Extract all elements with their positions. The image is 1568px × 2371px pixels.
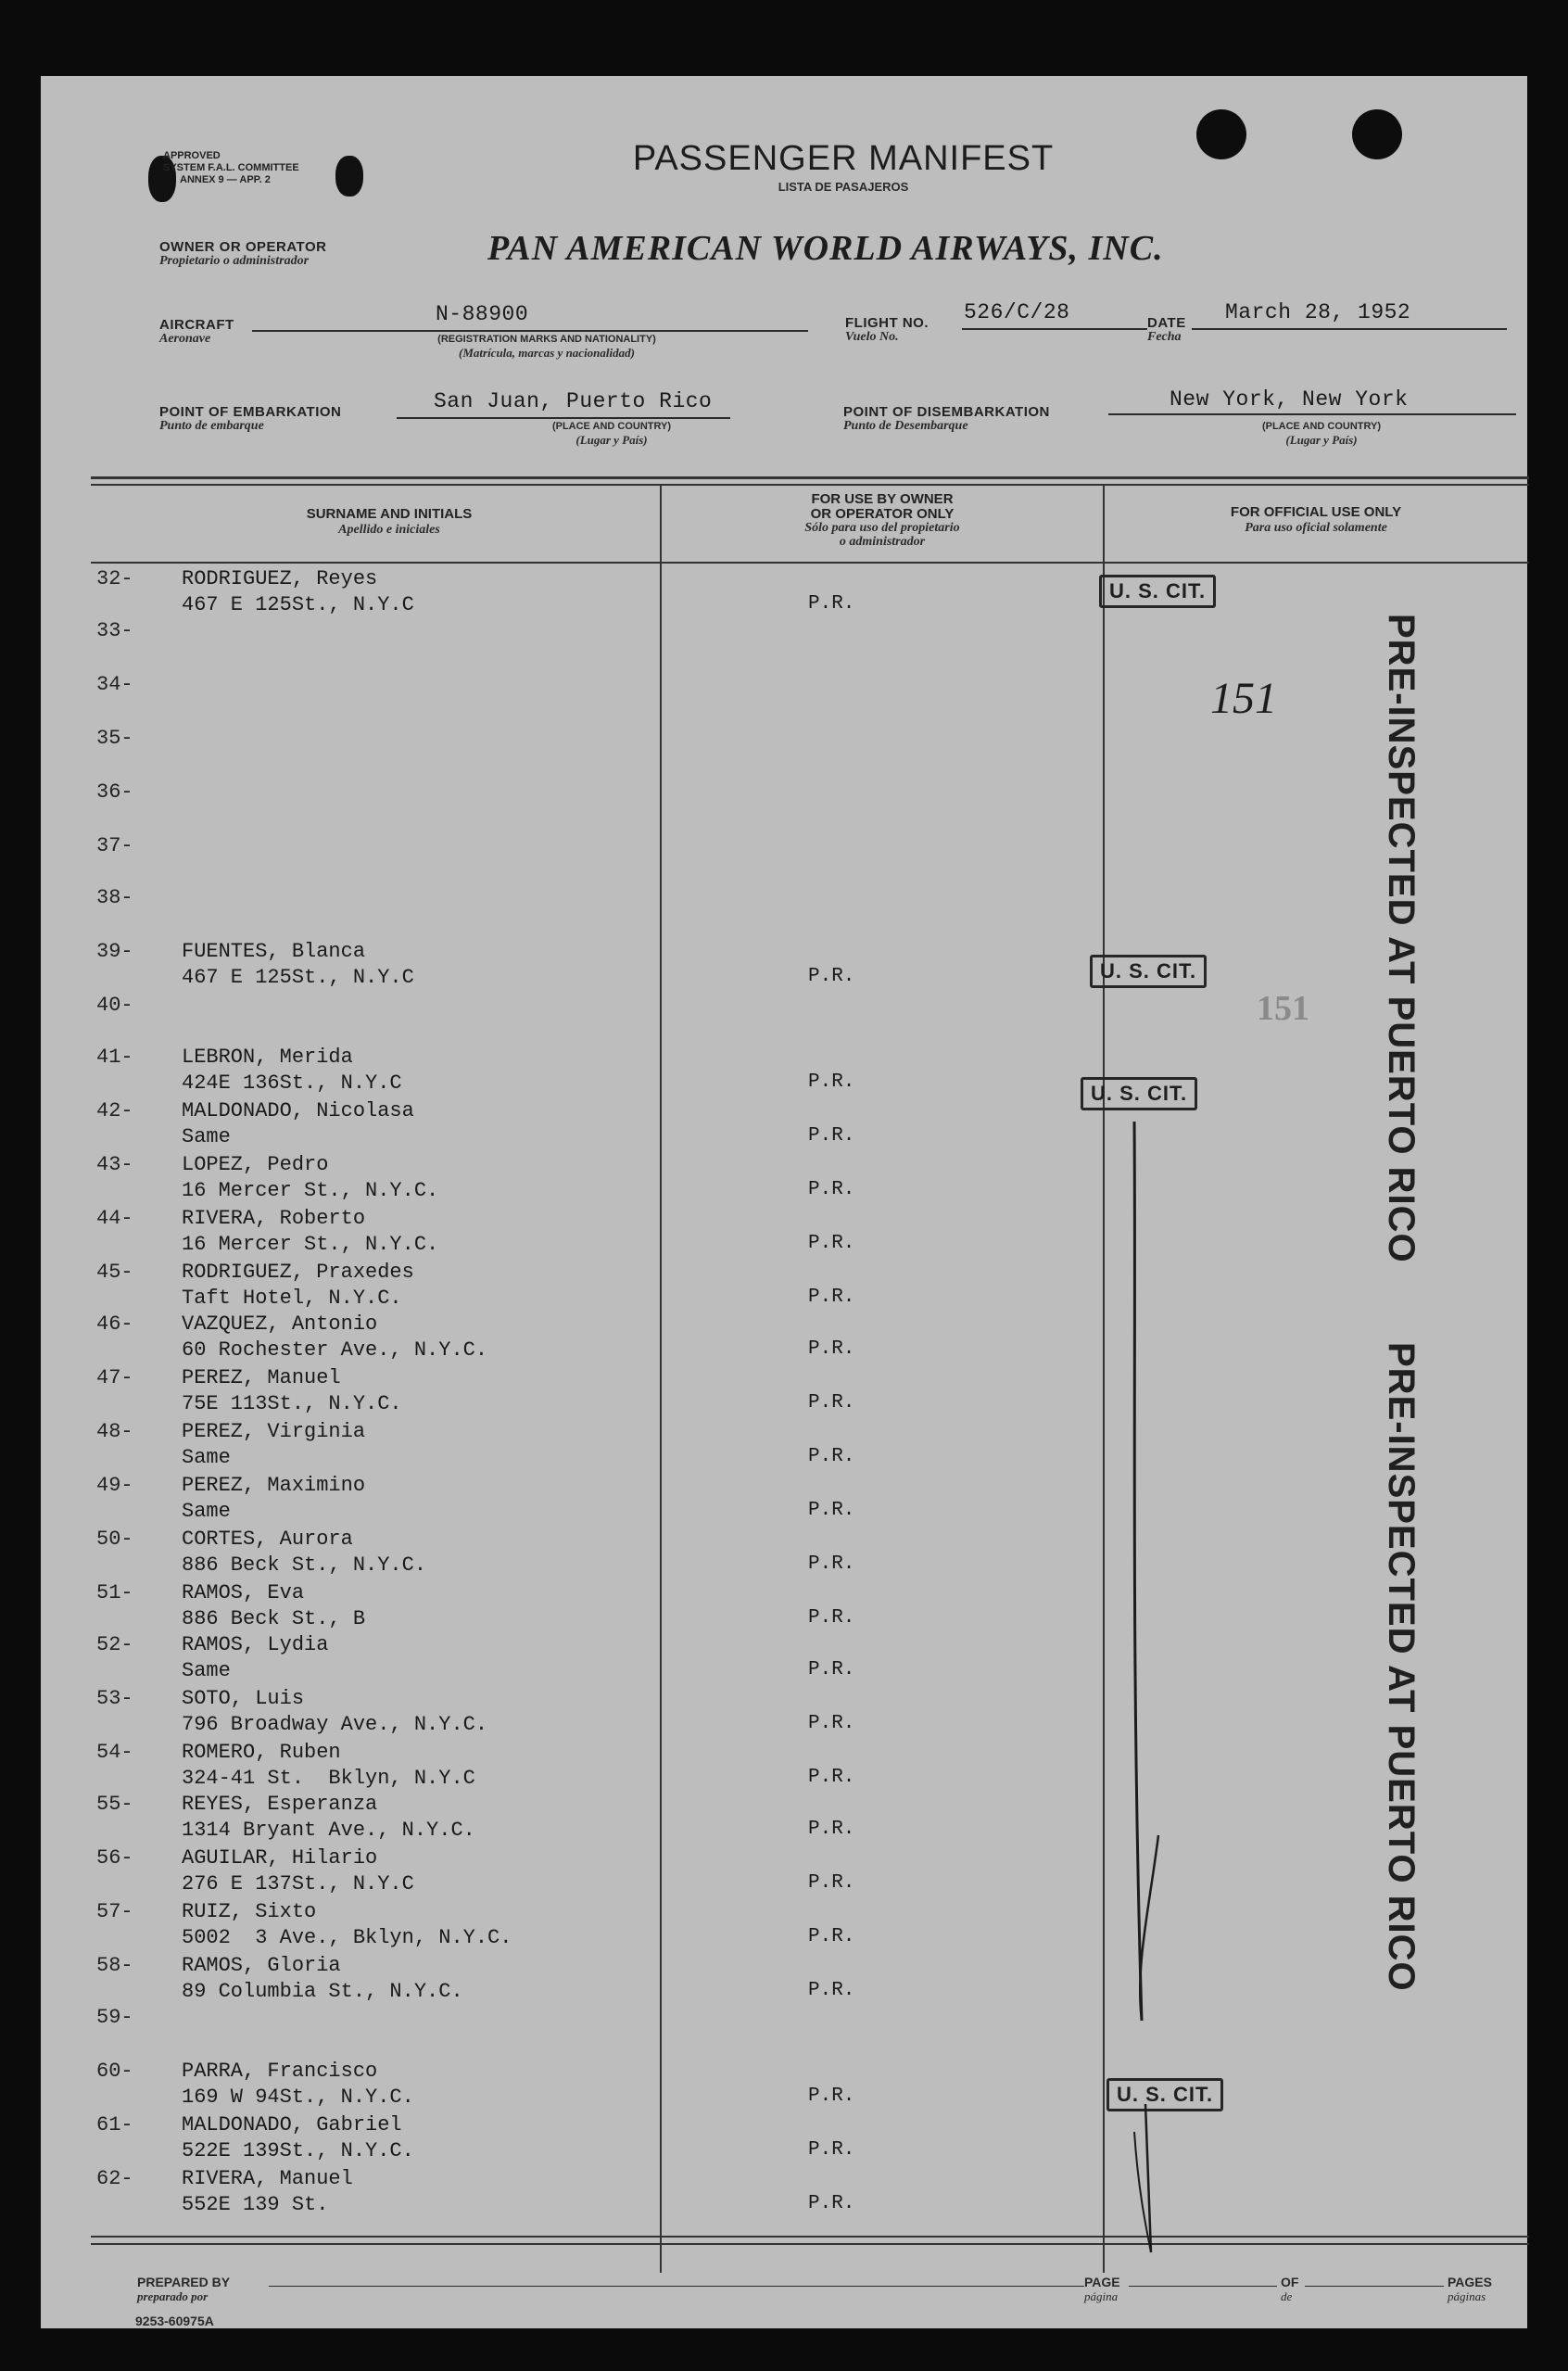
- row-number: 58-: [96, 1954, 133, 1977]
- owner-label: OWNER OR OPERATOR: [159, 239, 327, 255]
- passenger-address: 60 Rochester Ave., N.Y.C.: [182, 1338, 488, 1362]
- passenger-name: LOPEZ, Pedro: [182, 1153, 329, 1176]
- column-header-surname: SURNAME AND INITIALS: [306, 506, 473, 522]
- row-number: 60-: [96, 2060, 133, 2083]
- embarkation-label: POINT OF EMBARKATION: [159, 404, 342, 420]
- passenger-address: 552E 139 St.: [182, 2193, 329, 2216]
- passenger-name: MALDONADO, Nicolasa: [182, 1099, 414, 1122]
- form-number: 9253-60975A: [135, 2314, 214, 2328]
- row-number: 57-: [96, 1900, 133, 1923]
- page-label: PAGE: [1084, 2275, 1120, 2289]
- origin-code: P.R.: [808, 966, 855, 987]
- row-number: 47-: [96, 1366, 133, 1389]
- punch-hole-left: [1196, 109, 1246, 159]
- origin-code: P.R.: [808, 1607, 855, 1629]
- column-header-official-use: FOR OFFICIAL USE ONLY: [1230, 504, 1402, 520]
- passenger-address: Same: [182, 1446, 231, 1469]
- row-number: 56-: [96, 1846, 133, 1870]
- passenger-name: RIVERA, Manuel: [182, 2167, 353, 2190]
- passenger-address: 324-41 St. Bklyn, N.Y.C: [182, 1767, 475, 1790]
- of-underline: [1305, 2286, 1444, 2287]
- passenger-address: Taft Hotel, N.Y.C.: [182, 1287, 402, 1310]
- prepared-by-label: PREPARED BY: [137, 2275, 231, 2289]
- embarkation-caption-es: (Lugar y País): [575, 433, 648, 447]
- row-number: 33-: [96, 619, 133, 642]
- passenger-name: RAMOS, Lydia: [182, 1633, 329, 1656]
- row-number: 40-: [96, 994, 133, 1017]
- origin-code: P.R.: [808, 1926, 855, 1947]
- origin-code: P.R.: [808, 1233, 855, 1254]
- origin-code: P.R.: [808, 2193, 855, 2214]
- origin-code: P.R.: [808, 2086, 855, 2107]
- passenger-address: 276 E 137St., N.Y.C: [182, 1872, 414, 1896]
- row-number: 34-: [96, 673, 133, 696]
- row-number: 59-: [96, 2006, 133, 2029]
- date-underline: [1192, 328, 1507, 330]
- column-header-owner-use-es: Sólo para uso del propietario: [804, 521, 960, 535]
- passenger-address: 16 Mercer St., N.Y.C.: [182, 1233, 439, 1256]
- row-number: 38-: [96, 886, 133, 909]
- approval-line: ANNEX 9 — APP. 2: [180, 174, 271, 185]
- origin-code: P.R.: [808, 1500, 855, 1521]
- column-header-surname-es: Apellido e iniciales: [338, 523, 440, 537]
- embarkation-label-es: Punto de embarque: [159, 419, 264, 433]
- passenger-address: 75E 113St., N.Y.C.: [182, 1392, 402, 1415]
- passenger-address: Same: [182, 1500, 231, 1523]
- row-number: 44-: [96, 1207, 133, 1230]
- flight-label-es: Vuelo No.: [845, 330, 899, 344]
- approval-redaction-blot-2: [335, 156, 363, 197]
- passenger-name: SOTO, Luis: [182, 1687, 305, 1710]
- passenger-name: PEREZ, Maximino: [182, 1474, 366, 1497]
- row-number: 50-: [96, 1528, 133, 1551]
- row-number: 62-: [96, 2167, 133, 2190]
- passenger-address: 886 Beck St., N.Y.C.: [182, 1553, 427, 1577]
- of-label-es: de: [1281, 2289, 1293, 2303]
- pages-label-es: páginas: [1448, 2289, 1486, 2303]
- row-number: 55-: [96, 1793, 133, 1816]
- page-label-es: página: [1084, 2289, 1119, 2303]
- pages-label: PAGES: [1448, 2275, 1492, 2289]
- passenger-address: 1314 Bryant Ave., N.Y.C.: [182, 1819, 475, 1842]
- passenger-name: PEREZ, Virginia: [182, 1420, 366, 1443]
- embarkation-value: San Juan, Puerto Rico: [434, 389, 713, 413]
- disembarkation-underline: [1108, 413, 1516, 415]
- table-top-rule: [91, 476, 1529, 479]
- origin-code: P.R.: [808, 1179, 855, 1200]
- passenger-name: PEREZ, Manuel: [182, 1366, 341, 1389]
- passenger-address: 467 E 125St., N.Y.C: [182, 593, 414, 616]
- row-number: 37-: [96, 834, 133, 857]
- row-number: 45-: [96, 1261, 133, 1284]
- approval-block: [163, 150, 299, 186]
- row-number: 36-: [96, 780, 133, 804]
- row-number: 39-: [96, 940, 133, 963]
- origin-code: P.R.: [808, 1287, 855, 1308]
- row-number: 32-: [96, 567, 133, 590]
- passenger-address: 796 Broadway Ave., N.Y.C.: [182, 1713, 488, 1736]
- passenger-name: VAZQUEZ, Antonio: [182, 1312, 378, 1336]
- aircraft-label-es: Aeronave: [159, 332, 211, 346]
- handwritten-count: 151: [1210, 674, 1277, 723]
- embarkation-underline: [397, 417, 730, 419]
- owner-label-es: Propietario o administrador: [159, 254, 310, 268]
- us-citizen-stamp: U. S. CIT.: [1090, 955, 1207, 988]
- column-header-official-use-es: Para uso oficial solamente: [1245, 521, 1387, 535]
- row-number: 53-: [96, 1687, 133, 1710]
- disembarkation-caption: (PLACE AND COUNTRY): [1261, 421, 1382, 432]
- row-number: 51-: [96, 1581, 133, 1604]
- passenger-address: 424E 136St., N.Y.C: [182, 1071, 402, 1095]
- row-number: 35-: [96, 727, 133, 750]
- passenger-name: RODRIGUEZ, Praxedes: [182, 1261, 414, 1284]
- disembarkation-value: New York, New York: [1170, 387, 1409, 412]
- prepared-by-label-es: preparado por: [137, 2289, 209, 2303]
- approval-line: APPROVED: [163, 150, 221, 161]
- passenger-name: LEBRON, Merida: [182, 1046, 353, 1069]
- origin-code: P.R.: [808, 1392, 855, 1414]
- page-underline: [1129, 2286, 1277, 2287]
- passenger-address: 89 Columbia St., N.Y.C.: [182, 1980, 463, 2003]
- passenger-address: 16 Mercer St., N.Y.C.: [182, 1179, 439, 1202]
- disembarkation-label-es: Punto de Desembarque: [843, 419, 968, 433]
- origin-code: P.R.: [808, 1980, 855, 2001]
- column-header-owner-use-es-2: o administrador: [839, 535, 926, 549]
- passenger-address: 5002 3 Ave., Bklyn, N.Y.C.: [182, 1926, 512, 1949]
- flight-underline: [962, 328, 1147, 330]
- row-number: 52-: [96, 1633, 133, 1656]
- origin-code: P.R.: [808, 1819, 855, 1840]
- approval-line: SYSTEM F.A.L. COMMITTEE: [163, 162, 299, 173]
- flight-value: 526/C/28: [964, 300, 1070, 324]
- us-citizen-stamp: U. S. CIT.: [1099, 575, 1216, 608]
- row-number: 61-: [96, 2113, 133, 2136]
- aircraft-caption-es: (Matrícula, marcas y nacionalidad): [459, 346, 635, 360]
- passenger-address: 467 E 125St., N.Y.C: [182, 966, 414, 989]
- passenger-name: ROMERO, Ruben: [182, 1741, 341, 1764]
- passenger-name: REYES, Esperanza: [182, 1793, 378, 1816]
- row-number: 49-: [96, 1474, 133, 1497]
- of-label: OF: [1281, 2275, 1299, 2289]
- origin-code: P.R.: [808, 1125, 855, 1147]
- column-header-owner-use-2: OR OPERATOR ONLY: [810, 506, 955, 522]
- origin-code: P.R.: [808, 2139, 855, 2161]
- row-number: 43-: [96, 1153, 133, 1176]
- row-number: 48-: [96, 1420, 133, 1443]
- column-divider-1: [660, 484, 662, 2273]
- row-number: 54-: [96, 1741, 133, 1764]
- table-bottom-rule: [91, 2236, 1529, 2238]
- passenger-address: 886 Beck St., B: [182, 1607, 366, 1630]
- disembarkation-label: POINT OF DISEMBARKATION: [843, 404, 1050, 420]
- date-label: DATE: [1147, 315, 1186, 331]
- pre-inspected-stamp: PRE-INSPECTED AT PUERTO RICO: [1381, 614, 1422, 1263]
- table-top-rule-2: [91, 484, 1529, 486]
- page-title: PASSENGER MANIFEST: [632, 139, 1055, 178]
- passenger-name: RODRIGUEZ, Reyes: [182, 567, 378, 590]
- table-header-rule: [91, 562, 1529, 564]
- date-label-es: Fecha: [1147, 330, 1182, 344]
- passenger-address: 169 W 94St., N.Y.C.: [182, 2086, 414, 2109]
- column-header-owner-use: FOR USE BY OWNER: [811, 491, 954, 507]
- origin-code: P.R.: [808, 1071, 855, 1093]
- passenger-address: Same: [182, 1125, 231, 1148]
- passenger-name: RAMOS, Gloria: [182, 1954, 341, 1977]
- passenger-name: FUENTES, Blanca: [182, 940, 366, 963]
- row-number: 46-: [96, 1312, 133, 1336]
- origin-code: P.R.: [808, 593, 855, 615]
- passenger-address: 522E 139St., N.Y.C.: [182, 2139, 414, 2162]
- owner-value: PAN AMERICAN WORLD AIRWAYS, INC.: [487, 229, 1164, 268]
- date-value: March 28, 1952: [1225, 300, 1411, 324]
- passenger-name: MALDONADO, Gabriel: [182, 2113, 402, 2136]
- origin-code: P.R.: [808, 1713, 855, 1734]
- embarkation-caption: (PLACE AND COUNTRY): [551, 421, 672, 432]
- disembarkation-caption-es: (Lugar y País): [1285, 433, 1358, 447]
- passenger-name: CORTES, Aurora: [182, 1528, 353, 1551]
- origin-code: P.R.: [808, 1338, 855, 1360]
- passenger-name: RIVERA, Roberto: [182, 1207, 366, 1230]
- aircraft-value: N-88900: [436, 302, 529, 326]
- row-number: 41-: [96, 1046, 133, 1069]
- origin-code: P.R.: [808, 1659, 855, 1680]
- aircraft-caption: (REGISTRATION MARKS AND NATIONALITY): [437, 334, 656, 345]
- origin-code: P.R.: [808, 1872, 855, 1894]
- punch-hole-right: [1352, 109, 1402, 159]
- us-citizen-stamp: U. S. CIT.: [1081, 1077, 1197, 1110]
- passenger-address: Same: [182, 1659, 231, 1682]
- passenger-name: RUIZ, Sixto: [182, 1900, 317, 1923]
- row-number: 42-: [96, 1099, 133, 1122]
- flight-label: FLIGHT NO.: [845, 315, 929, 331]
- handwritten-bracket-marks: [1094, 1094, 1260, 2271]
- table-bottom-rule-2: [91, 2243, 1529, 2245]
- us-citizen-stamp: U. S. CIT.: [1106, 2078, 1223, 2111]
- aircraft-underline: [252, 330, 808, 332]
- origin-code: P.R.: [808, 1553, 855, 1575]
- prepared-by-underline: [269, 2286, 1084, 2287]
- origin-code: P.R.: [808, 1446, 855, 1467]
- origin-code: P.R.: [808, 1767, 855, 1788]
- passenger-name: RAMOS, Eva: [182, 1581, 305, 1604]
- passenger-name: PARRA, Francisco: [182, 2060, 378, 2083]
- pre-inspected-stamp: PRE-INSPECTED AT PUERTO RICO: [1381, 1342, 1422, 1992]
- page-subtitle: LISTA DE PASAJEROS: [778, 180, 909, 194]
- aircraft-label: AIRCRAFT: [159, 317, 234, 333]
- faint-count-stamp: 151: [1257, 989, 1309, 1028]
- passenger-name: AGUILAR, Hilario: [182, 1846, 378, 1870]
